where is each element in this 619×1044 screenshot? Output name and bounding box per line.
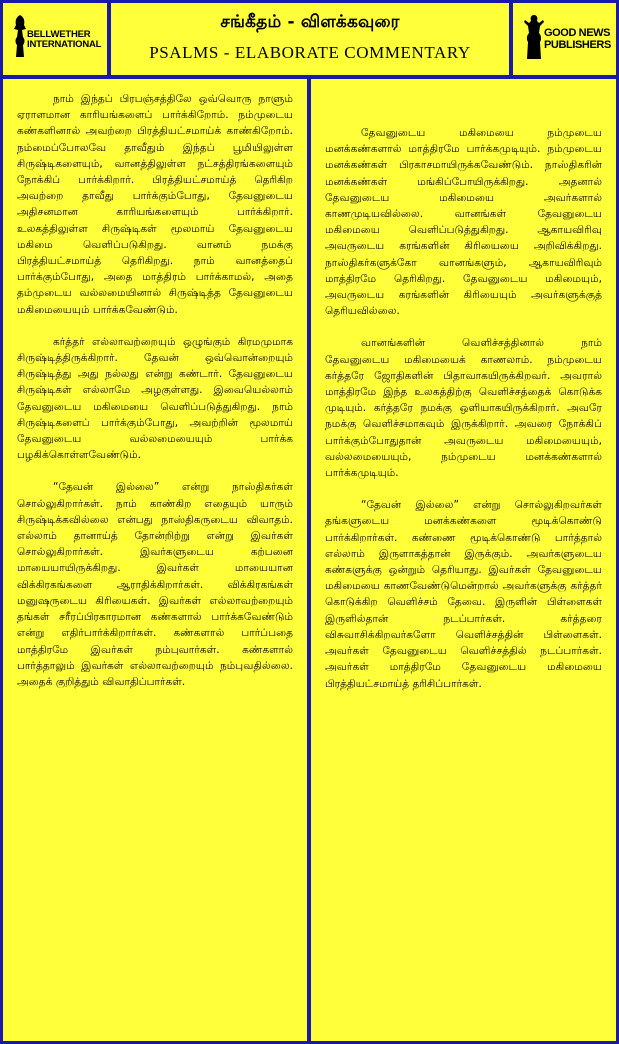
bellwether-logo [3,3,107,75]
paragraph: தேவனுடைய மகிமையை நம்முடைய மனக்கண்களால் மாத்திரமே பார்க்கமுடியும். நம்முடைய மனக்கண்கள் பிரகாசமாயிருக்கவேண்டும். நாஸ்திகரின் மனக்கண்கள் மங்கிப்போயிருக்கிறது. அதனால் தேவனுடைய மகிமையை அவர்களால் காணமுடியவில்லை. வானங்கள் தேவனுடைய மகிமையை வெளிப்படுத்துகிறது. ஆகாயவிரிவு அவருடைய கரங்களின் கிரியையை அறிவிக்கிறது. நாஸ்திகர்களுக்கோ வானங்களும், ஆகாயவிரிவும் மாத்திரமே தெரிகிறது. தேவனுடைய மகிமையும், அவருடைய கரங்களின் கிரியையும் அவர்களுக்குத் தெரியவில்லை. [325,127,602,318]
title-tamil: சங்கீதம் - விளக்கவுரை [220,12,400,32]
good-news-logo [513,3,616,75]
paragraph: நாம் இந்தப் பிரபஞ்சத்திலே ஒவ்வொரு நாளும் ஏராளமான காரியங்களைப் பார்க்கிறோம். நம்முடைய கண்களினால் அவற்றை பிரத்தியட்சமாய்க் காண்கிறோம். நம்மைப்போலவே தாவீதும் இந்தப் பூமியிலுள்ள சிருஷ்டிகளையும், வானத்திலுள்ள நட்சத்திரங்களையும் நோக்கிப் பார்க்கிறார். பிரத்தியட்சமாய்த் தெரிகிற அவற்றை தாவீது பார்க்கும்போது, தேவனுடைய அதிசனமான காரியங்களையும் பார்க்கிறார். உலகத்திலுள்ள சிருஷ்டிகள் மூலமாய் தேவனுடைய மகிமை வெளிப்படுகிறது. வானம் நமக்கு பிரத்தியட்சமாய்த் தெரிகிறது. நாம் வானத்தைப் பார்க்கும்போது, அதை மாத்திரம் பார்க்காமல், அதை தம்முடைய வல்லமையினால் சிருஷ்டித்த தேவனுடைய மகிமையையும் பார்க்கவேண்டும். [17,93,293,316]
logo-right-line1: GOOD NEWS [544,27,611,39]
page-header [111,3,509,75]
logo-left-line1: BELLWETHER [27,29,91,40]
bell-figure-icon [13,15,27,59]
logo-left-line2: INTERNATIONAL [27,38,102,50]
title-english: PSALMS - ELABORATE COMMENTARY [149,43,471,62]
paragraph: “தேவன் இல்லை” என்று நாஸ்திகர்கள் சொல்லுகிறார்கள். நாம் காண்கிற எதையும் யாரும் சிருஷ்டிக்கவில்லை என்பது நாஸ்திகருடைய விவாதம். எல்லாம் தானாய்த் தோன்றிற்று என்று இவர்கள் சொல்லுகிறார்கள். இவர்களுடைய கற்பனை மாயையாயிருக்கிறது. இவர்கள் மாயையான விக்கிரகங்களை ஆராதிக்கிறார்கள். விக்கிரகங்கள் மனுஷருடைய கிரியைகள். இவர்கள் எல்லாவற்றையும் தங்கள் சரீரப்பிரகாரமான கண்களால் பார்க்கவேண்டும் என்று எதிர்பார்க்கிறார்கள். கண்களால் பார்ப்பதை மாத்திரமே இவர்கள் நம்புவார்கள். கண்களால் பார்த்தாலும் இவர்கள் எல்லாவற்றையும் நம்புவதில்லை. அதைக் குறித்தும் விவாதிப்பார்கள். [17,481,293,688]
bellwether-logo-text [27,30,101,50]
paragraph: கர்த்தர் எல்லாவற்றையும் ஒழுங்கும் கிரமமுமாக சிருஷ்டித்திருக்கிறார். தேவன் ஒவ்வொன்றையும் சிருஷ்டித்து அது நல்லது என்று கண்டார். தேவனுடைய சிருஷ்டிகள் எல்லாமே அழகுள்ளது. இவையெல்லாம் தேவனுடைய மகிமையை வெளிப்படுத்துகிறது. நாம் சிருஷ்டிகளைப் பார்க்கும்போது, அவற்றின் மூலமாய் தேவனுடைய வல்லமையையும் பார்க்க பழகிக்கொள்ளவேண்டும். [17,335,293,462]
logo-right-line2: PUBLISHERS [544,38,611,51]
paragraph: “தேவன் இல்லை” என்று சொல்லுகிறவர்கள் தங்களுடைய மனக்கண்களை மூடிக்கொண்டு பார்க்கிறார்கள். கண்ணை மூடிக்கொண்டு பார்த்தால் எல்லாம் இருளாகத்தான் இருக்கும். அவர்களுடைய கண்களுக்கு ஒன்றும் தெரியாது. இவர்கள் தேவனுடைய மகிமையை காணவேண்டுமென்றால் அவர்களுக்கு கர்த்தர் கொடுக்கிற வெளிச்சம் தேவை. இருளின் பிள்ளைகள் இருளில்தான் நடப்பார்கள். கர்த்தரை விசுவாசிக்கிறவர்களோ வெளிச்சத்தின் பிள்ளைகள். அவர்கள் தேவனுடைய வெளிச்சத்தில் நடப்பார்கள். அவர்கள் மாத்திரமே தேவனுடைய மகிமையை பிரத்தியட்சமாய்த் தரிசிப்பார்கள். [325,499,602,690]
herald-figure-icon [523,13,545,61]
left-column [3,79,307,1041]
paragraph: வானங்களின் வெளிச்சத்தினால் நாம் தேவனுடைய மகிமையைக் காணலாம். நம்முடைய கர்த்தரே ஜோதிகளின் பிதாவாகயிருக்கிறவர். அவரால் மாத்திரமே இந்த உலகத்திற்கு வெளிச்சத்தைக் கொடுக்க முடியும். கர்த்தரே நமக்கு ஒளியாகயிருக்கிறார். அவரே நமக்கு வெளிச்சமாகவும் இருக்கிறார். அவரை நோக்கிப் பார்க்கும்போதுதான் அவருடைய மகிமையையும், வல்லமையையும், நம்முடைய மனக்கண்களால் பார்க்கமுடியும். [325,337,602,480]
good-news-logo-text [544,28,611,51]
right-column [311,79,616,1041]
